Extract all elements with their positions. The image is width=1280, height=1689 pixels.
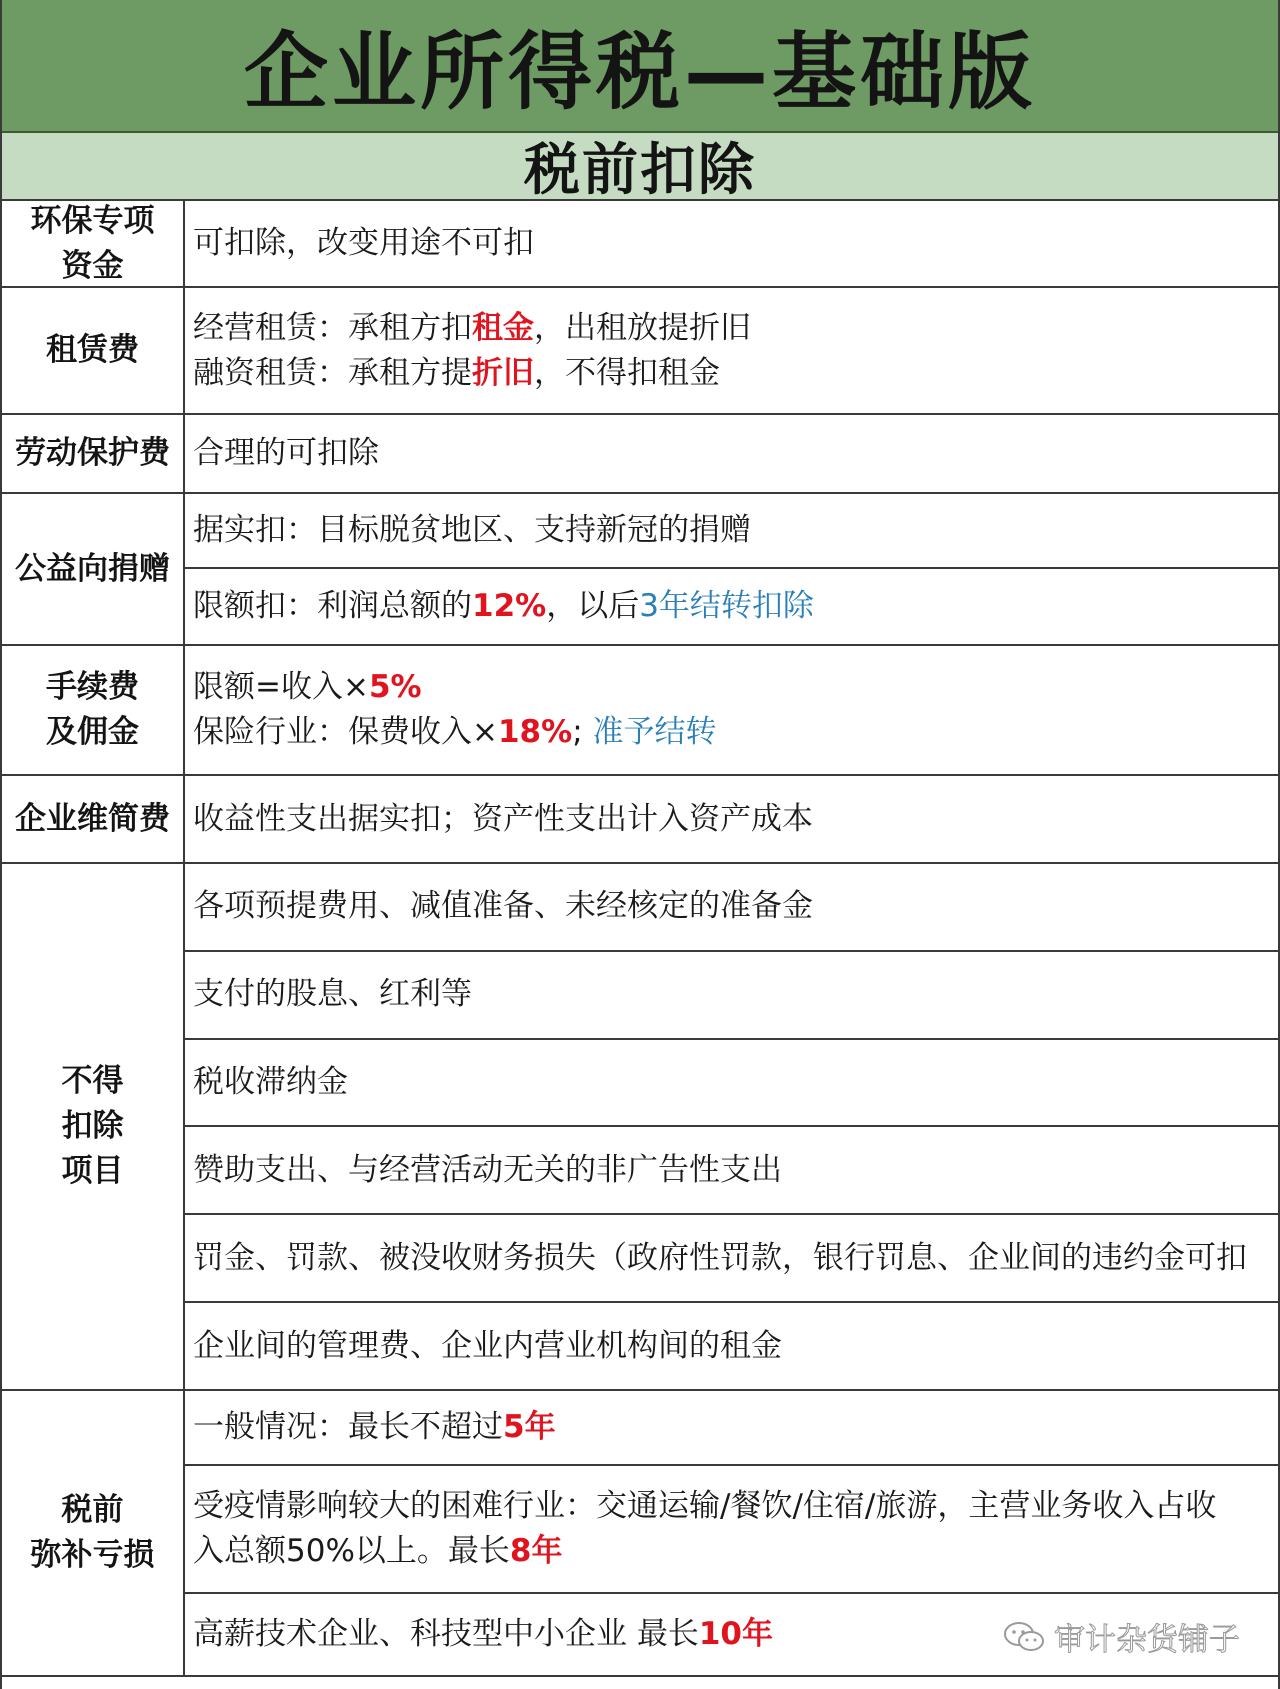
text-line (193, 1529, 1278, 1574)
text-part: 一般情况：最长不超过 (193, 1409, 503, 1445)
text-line (193, 1405, 1278, 1450)
text-line: 合理的可扣除 (193, 435, 379, 471)
table-row (2, 864, 1278, 1391)
text-line (193, 665, 1278, 710)
table-row (2, 201, 1278, 288)
text-part: ，以后 (546, 588, 640, 624)
deduction-table (2, 201, 1278, 1677)
text-line (193, 710, 1278, 755)
text-part: 限额=收入× (193, 669, 369, 705)
row-label (2, 415, 185, 492)
row-content (185, 776, 1278, 862)
list-item (185, 1127, 1278, 1215)
text-line: 赞助支出、与经营活动无关的非广告性支出 (193, 1151, 782, 1188)
row-text (185, 646, 1278, 774)
highlight-red: 5% (368, 669, 422, 705)
text-part: 融资租赁：承租方提 (193, 354, 472, 391)
text-line: 支付的股息、红利等 (193, 976, 472, 1013)
text-line (193, 306, 1278, 351)
row-label-line: 公益向捐赠 (15, 550, 170, 587)
highlight-red: 折旧 (472, 354, 534, 391)
row-label-line: 劳动保护费 (15, 435, 170, 471)
row-label-line: 手续费 (46, 669, 139, 705)
highlight-red: 12% (472, 588, 547, 624)
list-item (185, 1391, 1278, 1466)
highlight-red: 5年 (503, 1409, 556, 1445)
highlight-blue: 3年结转扣除 (639, 588, 814, 624)
list-item (185, 1303, 1278, 1389)
text-line: 受疫情影响较大的困难行业：交通运输/餐饮/住宿/旅游，主营业务收入占收 (193, 1488, 1217, 1524)
table-row (2, 494, 1278, 646)
row-content (185, 494, 1278, 644)
text-part: ，不得扣租金 (534, 354, 720, 391)
row-label (2, 288, 185, 413)
text-line (193, 584, 1278, 629)
row-content (185, 201, 1278, 286)
text-line: 据实扣：目标脱贫地区、支持新冠的捐赠 (193, 512, 751, 548)
row-label-line: 税前 (61, 1492, 124, 1528)
row-content (185, 864, 1278, 1389)
table-row (2, 415, 1278, 494)
text-line: 罚金、罚款、被没收财务损失（政府性罚款，银行罚息、企业间的违约金可扣 (193, 1239, 1247, 1276)
highlight-red: 10年 (698, 1616, 773, 1652)
section-title: 税前扣除 (2, 133, 1278, 201)
row-label-line: 扣除 (61, 1108, 124, 1144)
row-label-line: 租赁费 (46, 332, 139, 368)
highlight-blue: 准予结转 (592, 714, 717, 750)
watermark (1002, 1614, 1240, 1659)
row-label-line: 环保专项 (30, 202, 155, 239)
table-row (2, 776, 1278, 864)
row-label (2, 776, 185, 862)
row-text (185, 494, 1278, 569)
row-label-line: 资金 (61, 247, 124, 284)
table-row (2, 288, 1278, 415)
text-part: 经营租赁：承租方扣 (193, 309, 472, 346)
list-item (185, 1040, 1278, 1128)
text-line: 收益性支出据实扣；资产性支出计入资产成本 (193, 800, 813, 837)
wechat-icon (1002, 1619, 1046, 1655)
row-label-line: 不得 (61, 1063, 124, 1099)
page-title: 企业所得税—基础版 (2, 0, 1278, 133)
row-text (185, 288, 1278, 413)
highlight-red: 租金 (472, 309, 534, 346)
text-line: 各项预提费用、减值准备、未经核定的准备金 (193, 888, 813, 925)
text-line (193, 351, 1278, 396)
list-item (185, 1215, 1278, 1303)
row-label-line: 项目 (61, 1153, 124, 1189)
watermark-text: 审计杂货铺子 (1054, 1622, 1240, 1658)
list-item (185, 1466, 1278, 1594)
row-text (185, 569, 1278, 644)
row-content (185, 646, 1278, 774)
row-label-line: 弥补亏损 (30, 1537, 155, 1573)
highlight-red: 18% (497, 714, 573, 750)
row-content (185, 415, 1278, 492)
list-item (185, 952, 1278, 1040)
row-text (185, 201, 1278, 286)
row-text (185, 415, 1278, 492)
row-label-line: 及佣金 (46, 714, 139, 750)
list-item (185, 864, 1278, 952)
row-label (2, 646, 185, 774)
row-label (2, 864, 185, 1389)
text-part: 保险行业：保费收入× (193, 714, 498, 750)
row-label-line: 企业维简费 (15, 800, 170, 837)
text-line: 企业间的管理费、企业内营业机构间的租金 (193, 1327, 782, 1364)
text-part: ，出租放提折旧 (534, 309, 751, 346)
row-text (185, 776, 1278, 862)
text-part: ; (572, 714, 593, 750)
table-row (2, 646, 1278, 776)
text-line: 税收滞纳金 (193, 1064, 348, 1101)
text-line: 可扣除，改变用途不可扣 (193, 225, 534, 261)
row-content (185, 288, 1278, 413)
text-part: 限额扣：利润总额的 (193, 588, 472, 624)
row-label (2, 494, 185, 644)
highlight-red: 8年 (509, 1533, 563, 1569)
text-part: 入总额50%以上。最长 (193, 1533, 510, 1569)
text-part: 高薪技术企业、科技型中小企业 最长 (193, 1616, 699, 1652)
row-label (2, 201, 185, 286)
row-label (2, 1391, 185, 1675)
